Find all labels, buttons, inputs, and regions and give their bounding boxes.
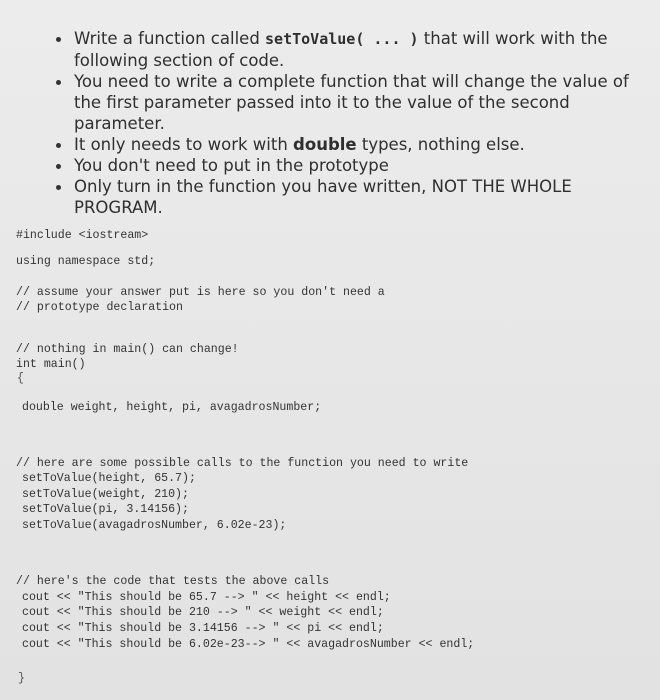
code-cout: cout << "This should be 6.02e-23--> " << avagadrosNumber << endl; [22, 638, 475, 651]
code-call: setToValue(height, 65.7); [22, 472, 196, 485]
code-comment: // here's the code that tests the above calls [16, 575, 330, 588]
code-comment: // assume your answer put is here so you don't need a [16, 286, 385, 299]
instruction-text: You need to write a complete function that will change the value of the first parameter passed into it to the value of the second parameter. [74, 72, 629, 133]
instruction-text: Only turn in the function you have written, NOT THE WHOLE PROGRAM. [74, 177, 572, 217]
double-keyword: double [293, 135, 357, 154]
instruction-text: types, nothing else. [356, 135, 525, 154]
code-using: using namespace std; [16, 255, 156, 268]
code-cout: cout << "This should be 65.7 --> " << height << endl; [22, 591, 391, 604]
code-comment: // prototype declaration [16, 301, 183, 314]
code-call: setToValue(pi, 3.14156); [22, 503, 189, 516]
code-declaration: double weight, height, pi, avagadrosNumber; [22, 401, 322, 414]
code-comment: // here are some possible calls to the function you need to write [16, 457, 469, 470]
code-call: setToValue(avagadrosNumber, 6.02e-23); [22, 519, 287, 532]
instruction-item [44, 134, 654, 155]
code-cout: cout << "This should be 3.14156 --> " << pi << endl; [22, 622, 384, 635]
code-close-brace: } [18, 672, 25, 685]
instruction-item [44, 28, 654, 71]
instruction-item [44, 155, 654, 176]
code-main-signature: int main() [16, 358, 86, 371]
instruction-item [44, 176, 654, 218]
instruction-text: You don't need to put in the prototype [74, 156, 389, 175]
instruction-text: It only needs to work with [74, 135, 294, 154]
function-name-code: setToValue( ... ) [265, 30, 419, 48]
code-comment: // nothing in main() can change! [16, 343, 239, 356]
code-cout: cout << "This should be 210 --> " << weight << endl; [22, 606, 384, 619]
instruction-text: that will work with the following section of code. [74, 29, 608, 70]
instructions-list [44, 28, 654, 218]
code-include: #include <iostream> [16, 229, 149, 242]
code-call: setToValue(weight, 210); [22, 488, 189, 501]
instruction-item [44, 71, 654, 134]
code-open-brace: { [17, 372, 24, 385]
instruction-text: Write a function called [74, 29, 266, 48]
